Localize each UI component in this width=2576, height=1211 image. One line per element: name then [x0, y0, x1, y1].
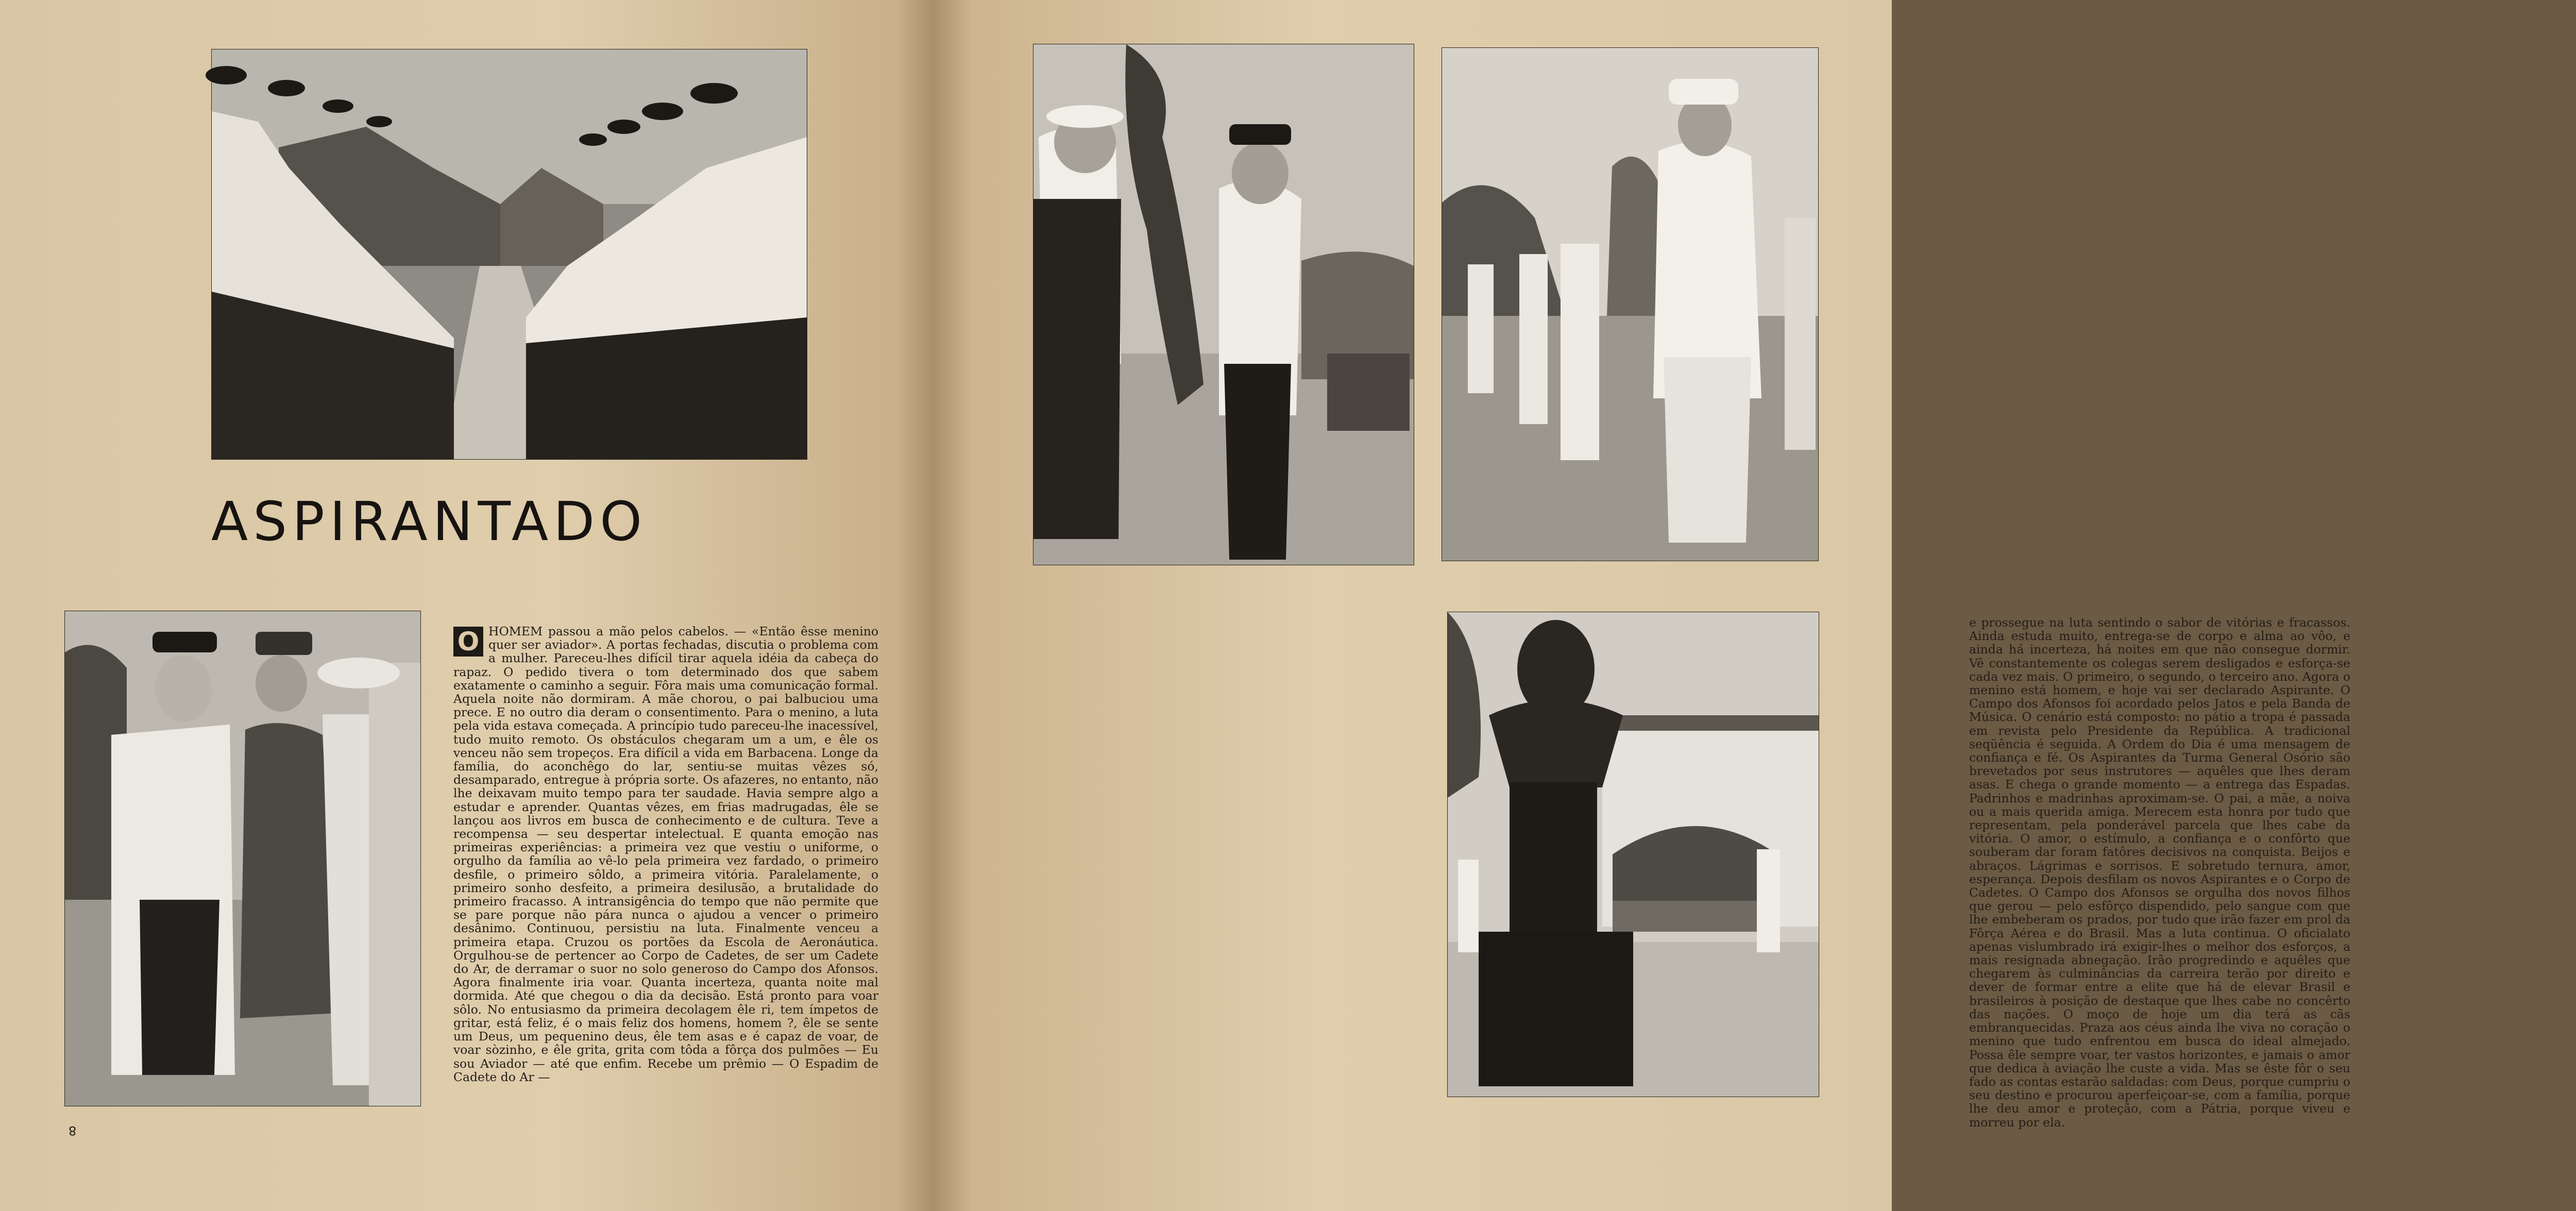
right-page [934, 0, 2350, 1211]
photo-aspirant-standing [1442, 47, 1819, 561]
article-left-text: HOMEM passou a mão pelos cabelos. — «Então êsse menino quer ser aviador». A portas fechadas, discutia o problema com a mulher. Pareceu-lhes difícil tirar aquela idéia da cabeça do rapaz. O pedido tivera o tom determinado dos que sabem exatamente o caminho a seguir. Fôra mais uma comunicação formal. Aquela noite não dormiram. A mãe chorou, o pai balbuciou uma prece. E no outro dia deram o consentimento. Para o menino, a luta pela vida estava começada. A princípio tudo pareceu-lhe inacessível, tudo muito remoto. Os obstáculos chegaram um a um, e êle os venceu não sem tropeços. Era difícil a vida em Barbacena. Longe da família, do aconchêgo do lar, sentiu-se muitas vêzes só, desamparado, entregue à própria sorte. Os afazeres, no entanto, não lhe deixavam muito tempo para ter saudade. Havia sempre algo a estudar e aprender. Quantas vêzes, em frias madrugadas, êle se lançou aos livros em busca de conhecimento e de cultura. Teve a recompensa — seu despertar intelectual. E quanta emoção nas primeiras experiências: a primeira vez que vestiu o uniforme, o orgulho da família ao vê-lo pela primeira vez fardado, o primeiro desfile, o primeiro sôldo, a primeira vitória. Paralelamente, o primeiro sonho desfeito, a primeira desilusão, a brutalidade do primeiro fracasso. A intransigência do tempo que não permite que se pare porque não pára nunca o ajudou a vencer o primeiro desânimo. Continuou, persistiu na luta. Finalmente venceu a primeira etapa. Cruzou os portões da Escola de Aeronáutica. Orgulhou-se de pertencer ao Corpo de Cadetes, de ser um Cadete do Ar, de derramar o suor no solo generoso do Campo dos Afonsos. Agora finalmente iria voar. Quanta incerteza, quanta noite mal dormida. Até que chegou o dia da decisão. Está pronto para voar sôlo. No entusiasmo da primeira decolagem êle ri, tem ímpetos de gritar, está feliz, é o mais feliz dos homens, homem ?, êle se sente um Deus, um pequenino deus, êle tem asas e é capaz de voar, de voar sòzinho, e êle grita, grita com tôda a fôrça dos pulmões — Eu sou Aviador — até que enfim. Recebe um prêmio — O Espadim de Cadete do Ar — [453, 624, 878, 1084]
article-left-column [453, 625, 878, 1084]
drop-cap: O [453, 627, 483, 657]
article-right-column: e prossegue na luta sentindo o sabor de vitórias e fracassos. Ainda estuda muito, entrega-se de corpo e alma ao vôo, e ainda há incerteza, há noites em que não consegue dormir. Vê constantemente os colegas serem desligados e esforça-se cada vez mais. O primeiro, o segundo, o terceiro ano. Agora o menino está homem, e hoje vai ser declarado Aspirante. O Campo dos Afonsos foi acordado pelos Jatos e pela Banda de Música. O cenário está composto: no pátio a tropa é passada em revista pelo Presidente da República. A tradicional seqüência é seguida. A Ordem do Dia é uma mensagem de confiança e fé. Os Aspirantes da Turma General Osório são brevetados por seus instrutores — aquêles que lhes deram asas. E chega o grande momento — a entrega das Espadas. Padrinhos e madrinhas aproximam-se. O pai, a mãe, a noiva ou a mais querida amiga. Merecem esta honra por tudo que representam, pela ponderável parcela que lhes cabe da vitória. O amor, o estímulo, a confiança e o confôrto que souberam dar foram fatôres decisivos na conquista. Beijos e abraços. Lágrimas e sorrisos. E sobretudo ternura, amor, esperança. Depois desfilam os novos Aspirantes e o Corpo de Cadetes. O Campo dos Afonsos se orgulha dos novos filhos que gerou — pelo esfôrço dispendido, pelo sangue com que lhe embeberam os prados, por tudo que irão fazer em prol da Fôrça Aérea e do Brasil. Mas a luta continua. O oficialato apenas vislumbrado irá exigir-lhes o melhor dos esforços, a mais resignada abnegação. Irão progredindo e aquêles que chegarem às culminâncias da carreira terão por direito e dever de formar entre a elite que há de elevar Brasil e brasileiros à posição de destaque que lhes cabe no concêrto das nações. O moço de hoje um dia terá as cãs embranquecidas. Praza aos céus ainda lhe viva no coração o menino que tudo enfrentou em busca do ideal almejado. Possa êle sempre voar, ter vastos horizontes, e jamais o amor que dedica à aviação lhe custe a vida. Mas se êste fôr o seu fado as contas estarão saldadas: com Deus, porque cumpriu o seu destino e procurou aperfeiçoar-se, com a família, porque lhe deu amor e proteção, com a Pátria, porque viveu e morreu por ela. [1969, 615, 2350, 1130]
page-number-left: 8 [69, 1123, 77, 1138]
photo-aspirant-and-godmother [64, 611, 421, 1106]
headline: ASPIRANTADO [211, 490, 648, 553]
left-page [0, 0, 934, 1211]
photo-flag-ceremony [1033, 44, 1414, 565]
photo-cadets-marching [211, 49, 807, 460]
photo-bust-monument [1447, 612, 1819, 1097]
